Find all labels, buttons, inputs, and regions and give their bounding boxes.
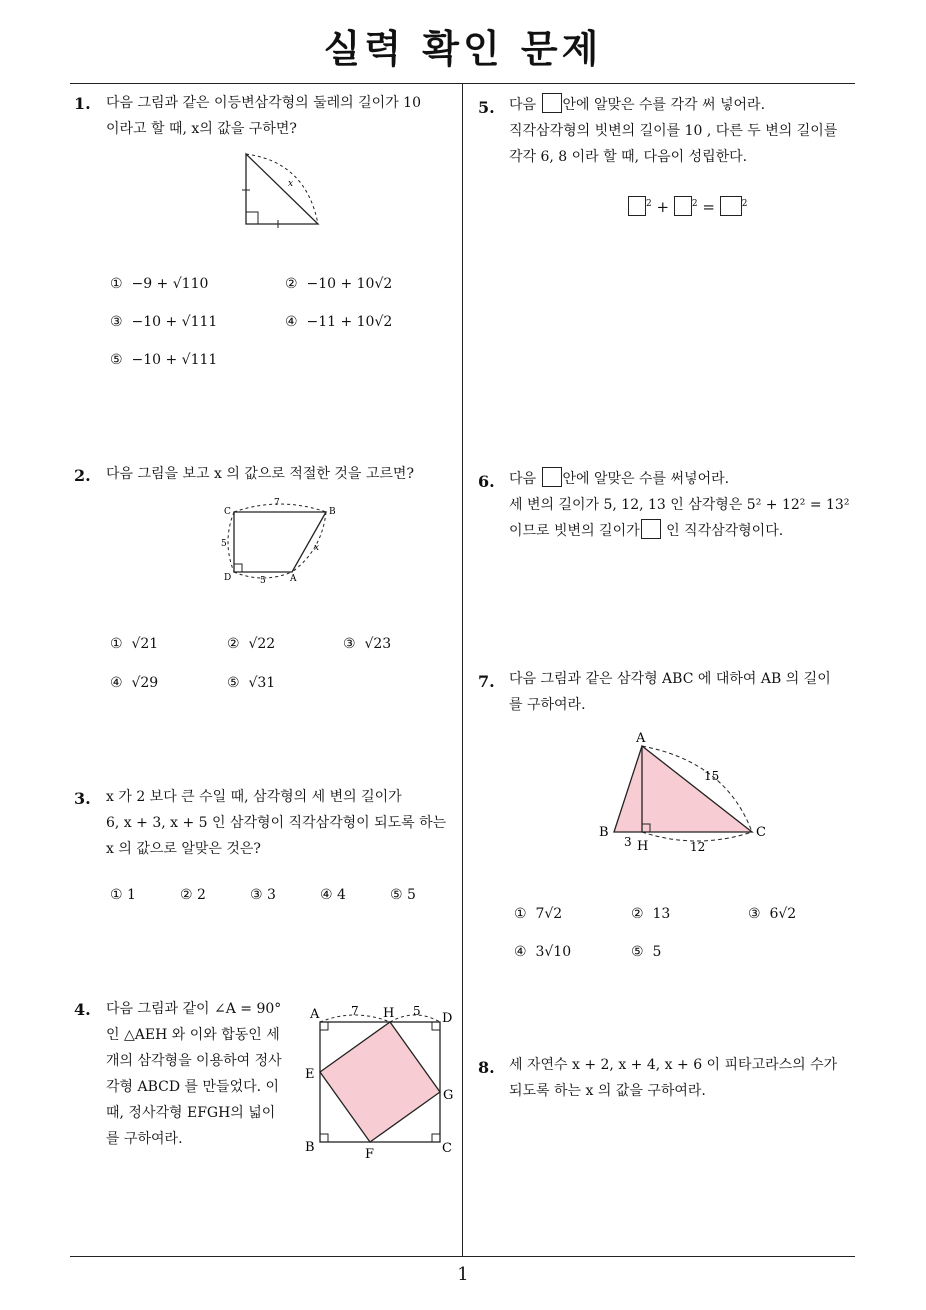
problem-2-number: 2. bbox=[74, 466, 91, 485]
problem-7-option-3[interactable]: ③ 6√2 bbox=[748, 906, 797, 922]
problem-1-option-4[interactable]: ④ −11 + 10√2 bbox=[285, 314, 393, 330]
problem-7-label-hc: 12 bbox=[690, 840, 706, 854]
problem-2-option-1[interactable]: ① √21 bbox=[110, 636, 159, 652]
problem-4-label-ah: 7 bbox=[351, 1004, 359, 1018]
problem-7-option-4[interactable]: ④ 3√10 bbox=[514, 944, 572, 960]
problem-6-answer-box[interactable] bbox=[641, 519, 661, 539]
problem-5-text-line1: 다음 안에 알맞은 수를 각각 써 넣어라. bbox=[509, 92, 765, 118]
problem-3-option-1[interactable]: ① 1 bbox=[110, 887, 136, 903]
problem-5-blank-box bbox=[542, 93, 562, 113]
problem-1-figure-x-label: x bbox=[288, 179, 294, 189]
problem-7-option-5[interactable]: ⑤ 5 bbox=[631, 944, 662, 960]
problem-2-label-b: B bbox=[329, 507, 336, 517]
problem-7-option-2[interactable]: ② 13 bbox=[631, 906, 671, 922]
problem-2-label-c: C bbox=[224, 507, 231, 517]
problem-5-answer-box-2[interactable] bbox=[674, 196, 692, 216]
problem-8-text-line1: 세 자연수 x + 2, x + 4, x + 6 이 피타고라스의 수가 bbox=[509, 1057, 838, 1073]
problem-6-number: 6. bbox=[478, 472, 495, 491]
problem-2-label-top: 7 bbox=[274, 498, 280, 508]
problem-5-text-line3: 각각 6, 8 이라 할 때, 다음이 성립한다. bbox=[509, 149, 748, 165]
problem-2-option-2[interactable]: ② √22 bbox=[227, 636, 276, 652]
problem-2-label-a: A bbox=[290, 574, 297, 584]
problem-4-text-line4: 각형 ABCD 를 만들었다. 이 bbox=[106, 1079, 280, 1095]
problem-7-label-b: B bbox=[599, 825, 609, 840]
problem-2-label-right: x bbox=[314, 543, 320, 553]
problem-1-text-line1: 다음 그림과 같은 이등변삼각형의 둘레의 길이가 10 bbox=[106, 95, 421, 111]
problem-4-label-d: D bbox=[442, 1011, 453, 1026]
problem-2-option-5[interactable]: ⑤ √31 bbox=[227, 675, 276, 691]
problem-1-text-line2: 이라고 할 때, x의 값을 구하면? bbox=[106, 121, 297, 137]
problem-4-text-line6: 를 구하여라. bbox=[106, 1131, 183, 1147]
page-title: 실력 확인 문제 bbox=[323, 27, 603, 71]
problem-4-number: 4. bbox=[74, 1000, 91, 1019]
problem-2-figure bbox=[218, 494, 344, 586]
problem-3-option-3[interactable]: ③ 3 bbox=[250, 887, 276, 903]
problem-6-text-line3: 이므로 빗변의 길이가 인 직각삼각형이다. bbox=[509, 518, 783, 544]
column-divider bbox=[462, 83, 463, 1257]
problem-7-label-a: A bbox=[636, 731, 646, 746]
problem-7-label-c: C bbox=[756, 825, 766, 840]
problem-7-figure bbox=[594, 726, 774, 854]
problem-2-option-4[interactable]: ④ √29 bbox=[110, 675, 159, 691]
problem-4-label-h: H bbox=[383, 1006, 395, 1021]
problem-4-label-c: C bbox=[442, 1141, 452, 1156]
problem-3-text-line2: 6, x + 3, x + 5 인 삼각형이 직각삼각형이 되도록 하는 bbox=[106, 815, 447, 831]
problem-8-text-line2: 되도록 하는 x 의 값을 구하여라. bbox=[509, 1083, 706, 1099]
problem-2-label-d: D bbox=[224, 573, 232, 583]
problem-2-text-line1: 다음 그림을 보고 x 의 값으로 적절한 것을 고르면? bbox=[106, 466, 414, 482]
problem-7-label-ac: 15 bbox=[704, 769, 720, 783]
problem-7-label-bh: 3 bbox=[624, 835, 632, 849]
problem-4-text-line3: 개의 삼각형을 이용하여 정사 bbox=[106, 1053, 282, 1069]
problem-4-label-g: G bbox=[443, 1088, 454, 1103]
problem-1-option-1[interactable]: ① −9 + √110 bbox=[110, 276, 209, 292]
problem-2-label-bottom: 5 bbox=[260, 576, 266, 586]
problem-6-text-line1: 다음 안에 알맞은 수를 써넣어라. bbox=[509, 466, 729, 492]
problem-3-number: 3. bbox=[74, 789, 91, 808]
problem-1-option-3[interactable]: ③ −10 + √111 bbox=[110, 314, 218, 330]
problem-4-label-e: E bbox=[305, 1067, 315, 1082]
problem-4-figure bbox=[302, 1000, 458, 1166]
problem-4-label-b: B bbox=[305, 1140, 315, 1155]
problem-5-equation: $^2$ + $^2$ = $^2$ bbox=[628, 196, 747, 216]
problem-5-text-line2: 직각삼각형의 빗변의 길이를 10 , 다른 두 변의 길이를 bbox=[509, 123, 838, 139]
problem-1-number: 1. bbox=[74, 94, 91, 113]
page-number: 1 bbox=[457, 1264, 469, 1285]
problem-6-blank-box bbox=[542, 467, 562, 487]
problem-2-label-left: 5 bbox=[221, 539, 227, 549]
problem-1-figure bbox=[236, 148, 332, 232]
problem-5-answer-box-1[interactable] bbox=[628, 196, 646, 216]
problem-4-label-a: A bbox=[310, 1007, 320, 1022]
problem-6-text-line2: 세 변의 길이가 5, 12, 13 인 삼각형은 5² + 12² = 13² bbox=[509, 497, 850, 513]
problem-2-option-3[interactable]: ③ √23 bbox=[343, 636, 392, 652]
problem-4-text-line1: 다음 그림과 같이 ∠A = 90° bbox=[106, 1001, 282, 1017]
problem-3-option-5[interactable]: ⑤ 5 bbox=[390, 887, 416, 903]
problem-5-number: 5. bbox=[478, 98, 495, 117]
bottom-rule bbox=[70, 1256, 855, 1257]
problem-7-label-h: H bbox=[637, 839, 649, 854]
problem-3-text-line3: x 의 값으로 알맞은 것은? bbox=[106, 841, 261, 857]
problem-3-text-line1: x 가 2 보다 큰 수일 때, 삼각형의 세 변의 길이가 bbox=[106, 789, 402, 805]
problem-5-answer-box-3[interactable] bbox=[720, 196, 742, 216]
problem-8-number: 8. bbox=[478, 1058, 495, 1077]
problem-4-text-line2: 인 △AEH 와 이와 합동인 세 bbox=[106, 1027, 280, 1043]
problem-1-option-2[interactable]: ② −10 + 10√2 bbox=[285, 276, 393, 292]
problem-7-option-1[interactable]: ① 7√2 bbox=[514, 906, 563, 922]
problem-1-option-5[interactable]: ⑤ −10 + √111 bbox=[110, 352, 218, 368]
problem-3-option-4[interactable]: ④ 4 bbox=[320, 887, 346, 903]
problem-7-number: 7. bbox=[478, 672, 495, 691]
problem-3-option-2[interactable]: ② 2 bbox=[180, 887, 206, 903]
problem-4-text-line5: 때, 정사각형 EFGH의 넓이 bbox=[106, 1105, 276, 1121]
problem-4-label-hd: 5 bbox=[413, 1004, 421, 1018]
problem-4-label-f: F bbox=[365, 1147, 375, 1162]
problem-7-text-line2: 를 구하여라. bbox=[509, 697, 586, 713]
problem-7-text-line1: 다음 그림과 같은 삼각형 ABC 에 대하여 AB 의 길이 bbox=[509, 671, 831, 687]
